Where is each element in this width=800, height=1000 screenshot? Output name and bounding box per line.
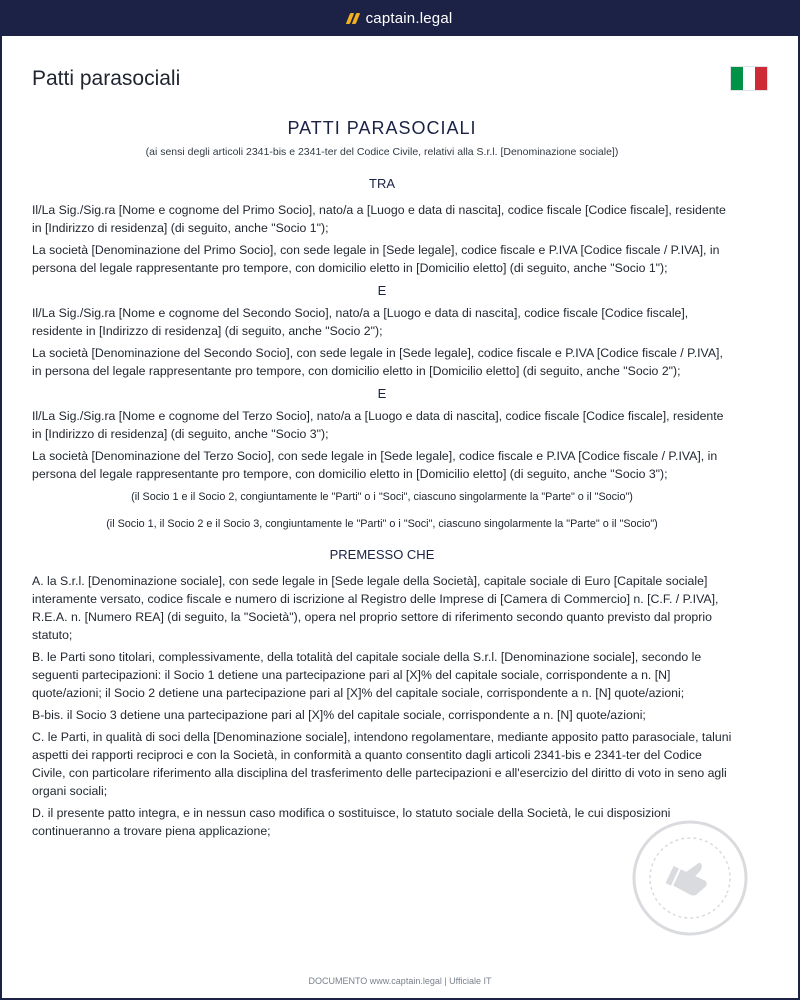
parties-note-2: (il Socio 1, il Socio 2 e il Socio 3, congiuntamente le "Parti" o i "Soci", ciascuno singolarmente la "Parte" o il "Socio") [106, 518, 658, 530]
parties-note-1: (il Socio 1 e il Socio 2, congiuntamente le "Parti" o i "Soci", ciascuno singolarmente la "Parte" o il "Socio") [131, 491, 633, 503]
document-body [32, 118, 732, 844]
brand-name[interactable]: captain.legal [365, 9, 453, 27]
party-paragraph-2: La società [Denominazione del Primo Socio], con sede legale in [Sede legale], codice fiscale e P.IVA [Codice fiscale / P.IVA], in persona del legale rappresentante pro tempore, con domicilio eletto in [Domicilio eletto] (di seguito, anche "Socio 1"); [32, 243, 720, 275]
captain-logo-icon [345, 13, 359, 24]
separator-e-2: E [377, 386, 387, 401]
recital-d: D. il presente patto integra, e in nessun caso modifica o sostituisce, lo statuto sociale della Società, le cui disposizioni continueranno a trovare piena applicazione; [32, 806, 671, 838]
party-paragraph-6: La società [Denominazione del Terzo Socio], con sede legale in [Sede legale], codice fiscale e P.IVA [Codice fiscale / P.IVA], in persona del legale rappresentante pro tempore, con domicilio eletto in [Domicilio eletto] (di seguito, anche "Socio 3"); [32, 449, 718, 481]
party-paragraph-3: Il/La Sig./Sig.ra [Nome e cognome del Secondo Socio], nato/a a [Luogo e data di nascita], codice fiscale [Codice fiscale], residente in [Indirizzo di residenza] (di seguito, anche "Socio 2"); [32, 306, 689, 338]
separator-e-1: E [377, 283, 387, 298]
section-heading-tra: TRA [369, 176, 395, 191]
party-paragraph-5: Il/La Sig./Sig.ra [Nome e cognome del Terzo Socio], nato/a a [Luogo e data di nascita], codice fiscale [Codice fiscale], residente in [Indirizzo di residenza] (di seguito, anche "Socio 3"); [32, 409, 724, 441]
document-sheet [2, 36, 798, 998]
recital-c: C. le Parti, in qualità di soci della [Denominazione sociale], intendono regolamentare, mediante apposito patto parasociale, taluni aspetti dei rapporti reciproci e con la Società, in conformità a quanto consentito dagli articoli 2341-bis e 2341-ter del Codice Civile, con particolare riferimento alla disciplina del trasferimento delle partecipazioni e all'esercizio del diritto di voto in seno agli organi sociali; [32, 730, 732, 798]
party-paragraph-1: Il/La Sig./Sig.ra [Nome e cognome del Primo Socio], nato/a a [Luogo e data di nascita], codice fiscale [Codice fiscale], residente in [Indirizzo di residenza] (di seguito, anche "Socio 1"); [32, 203, 726, 235]
document-footer: DOCUMENTO www.captain.legal | Ufficiale IT [308, 976, 492, 986]
recital-b-bis: B-bis. il Socio 3 detiene una partecipazione pari al [X]% del capitale sociale, corrispondente a n. [N] quote/azioni; [32, 708, 646, 722]
party-paragraph-4: La società [Denominazione del Secondo Socio], con sede legale in [Sede legale], codice fiscale e P.IVA [Codice fiscale / P.IVA], in persona del legale rappresentante pro tempore, con domicilio eletto in [Domicilio eletto] (di seguito, anche "Socio 2"); [32, 346, 723, 378]
italy-flag-icon [730, 66, 768, 91]
top-bar [0, 0, 800, 36]
document-title: PATTI PARASOCIALI [287, 118, 477, 138]
section-heading-premesso: PREMESSO CHE [329, 547, 435, 562]
document-subtitle: (ai sensi degli articoli 2341-bis e 2341-ter del Codice Civile, relativi alla S.r.l. [Denominazione sociale]) [145, 146, 619, 158]
recital-b: B. le Parti sono titolari, complessivamente, della totalità del capitale sociale della S.r.l. [Denominazione sociale], secondo le seguenti partecipazioni: il Socio 1 detiene una partecipazione pari al [X]% del capitale sociale, corrispondente a n. [N] quote/azioni; il Socio 2 detiene una partecipazione pari al [X]% del capitale sociale, corrispondente a n. [N] quote/azioni; [32, 650, 702, 700]
page-header [32, 66, 768, 92]
recital-a: A. la S.r.l. [Denominazione sociale], con sede legale in [Sede legale della Società], capitale sociale di Euro [Capitale sociale] interamente versato, codice fiscale e numero di iscrizione al Registro delle Imprese di [Camera di Commercio] n. [C.F. / P.IVA], R.E.A. n. [Numero REA] (di seguito, la "Società"), opera nel proprio settore di riferimento secondo quanto previsto dal proprio statuto; [32, 574, 719, 642]
page-title: Patti parasociali [32, 67, 181, 90]
